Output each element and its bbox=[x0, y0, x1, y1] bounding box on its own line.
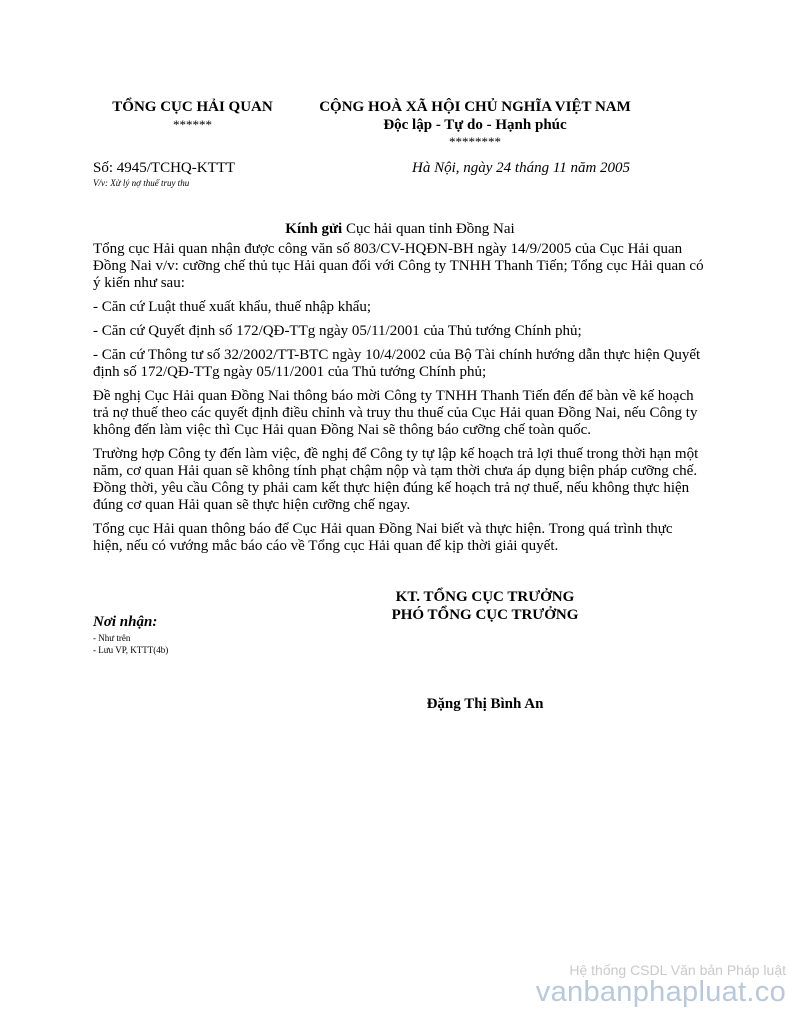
motto-stars-divider: ******** bbox=[449, 134, 501, 149]
recipients-list bbox=[93, 632, 168, 656]
recipient-item: - Như trên bbox=[93, 633, 131, 643]
watermark-caption: Hệ thống CSDL Văn bản Pháp luật bbox=[569, 962, 786, 978]
recipient-line bbox=[0, 221, 800, 238]
recipient-name: Cục hải quan tỉnh Đồng Nai bbox=[345, 221, 515, 237]
body-paragraph: Đề nghị Cục Hải quan Đồng Nai thông báo mời Công ty TNHH Thanh Tiến đến để bàn về kế hoạch trả nợ thuế theo các quyết định điều chỉnh và truy thu thuế của Cục Hải quan Đồng Nai, nếu Công ty không đến làm việc thì Cục Hải quan Đồng Nai sẽ thông báo cưỡng chế toàn quốc. bbox=[93, 388, 698, 438]
signature-title-line2: PHÓ TỔNG CỤC TRƯỞNG bbox=[391, 607, 579, 623]
signer-name: Đặng Thị Bình An bbox=[426, 696, 544, 712]
agency-stars-divider: ****** bbox=[173, 117, 212, 132]
body-paragraph: Tổng cục Hải quan nhận được công văn số 803/CV-HQĐN-BH ngày 14/9/2005 của Cục Hải quan Đồng Nai v/v: cưỡng chế thủ tục Hải quan đối với Công ty TNHH Thanh Tiến; Tổng cục Hải quan có ý kiến như sau: bbox=[93, 241, 704, 291]
body-paragraph: - Căn cứ Thông tư số 32/2002/TT-BTC ngày 10/4/2002 của Bộ Tài chính hướng dẫn thực hiện Quyết định số 172/QĐ-TTg ngày 05/11/2001 của Thủ tướng Chính phủ; bbox=[93, 347, 701, 380]
body-paragraph: Tổng cục Hải quan thông báo để Cục Hải quan Đồng Nai biết và thực hiện. Trong quá trình thực hiện, nếu có vướng mắc báo cáo về Tổng cục Hải quan để kịp thời giải quyết. bbox=[93, 521, 673, 554]
place-and-date: Hà Nội, ngày 24 tháng 11 năm 2005 bbox=[412, 160, 631, 176]
recipient-item: - Lưu VP, KTTT(4b) bbox=[93, 645, 169, 655]
recipients-title: Nơi nhận: bbox=[93, 614, 158, 630]
issuing-agency: TỔNG CỤC HẢI QUAN bbox=[112, 99, 273, 115]
document-body bbox=[93, 241, 705, 562]
national-title: CỘNG HOÀ XÃ HỘI CHỦ NGHĨA VIỆT NAM bbox=[319, 99, 631, 115]
national-motto: Độc lập - Tự do - Hạnh phúc bbox=[383, 117, 567, 133]
document-number: Số: 4945/TCHQ-KTTT bbox=[93, 160, 236, 176]
body-paragraph: Trường hợp Công ty đến làm việc, đề nghị để Công ty tự lập kế hoạch trả lợi thuế trong thời hạn một năm, cơ quan Hải quan sẽ không tính phạt chậm nộp và tạm thời chưa áp dụng biện pháp cưỡng chế. Đồng thời, yêu cầu Công ty phải cam kết thực hiện đúng kế hoạch trả nợ thuế, nếu không thực hiện đúng cơ quan Hải quan sẽ thực hiện cưỡng chế ngay. bbox=[93, 446, 699, 513]
document-subject: V/v: Xử lý nợ thuế truy thu bbox=[93, 178, 190, 188]
body-paragraph: - Căn cứ Quyết định số 172/QĐ-TTg ngày 05/11/2001 của Thủ tướng Chính phủ; bbox=[93, 323, 582, 339]
signature-title-line1: KT. TỔNG CỤC TRƯỞNG bbox=[395, 589, 575, 605]
body-paragraph: - Căn cứ Luật thuế xuất khẩu, thuế nhập khẩu; bbox=[93, 299, 372, 315]
recipient-label: Kính gửi bbox=[285, 221, 343, 237]
watermark-site: vanbanphapluat.co bbox=[535, 976, 786, 1008]
